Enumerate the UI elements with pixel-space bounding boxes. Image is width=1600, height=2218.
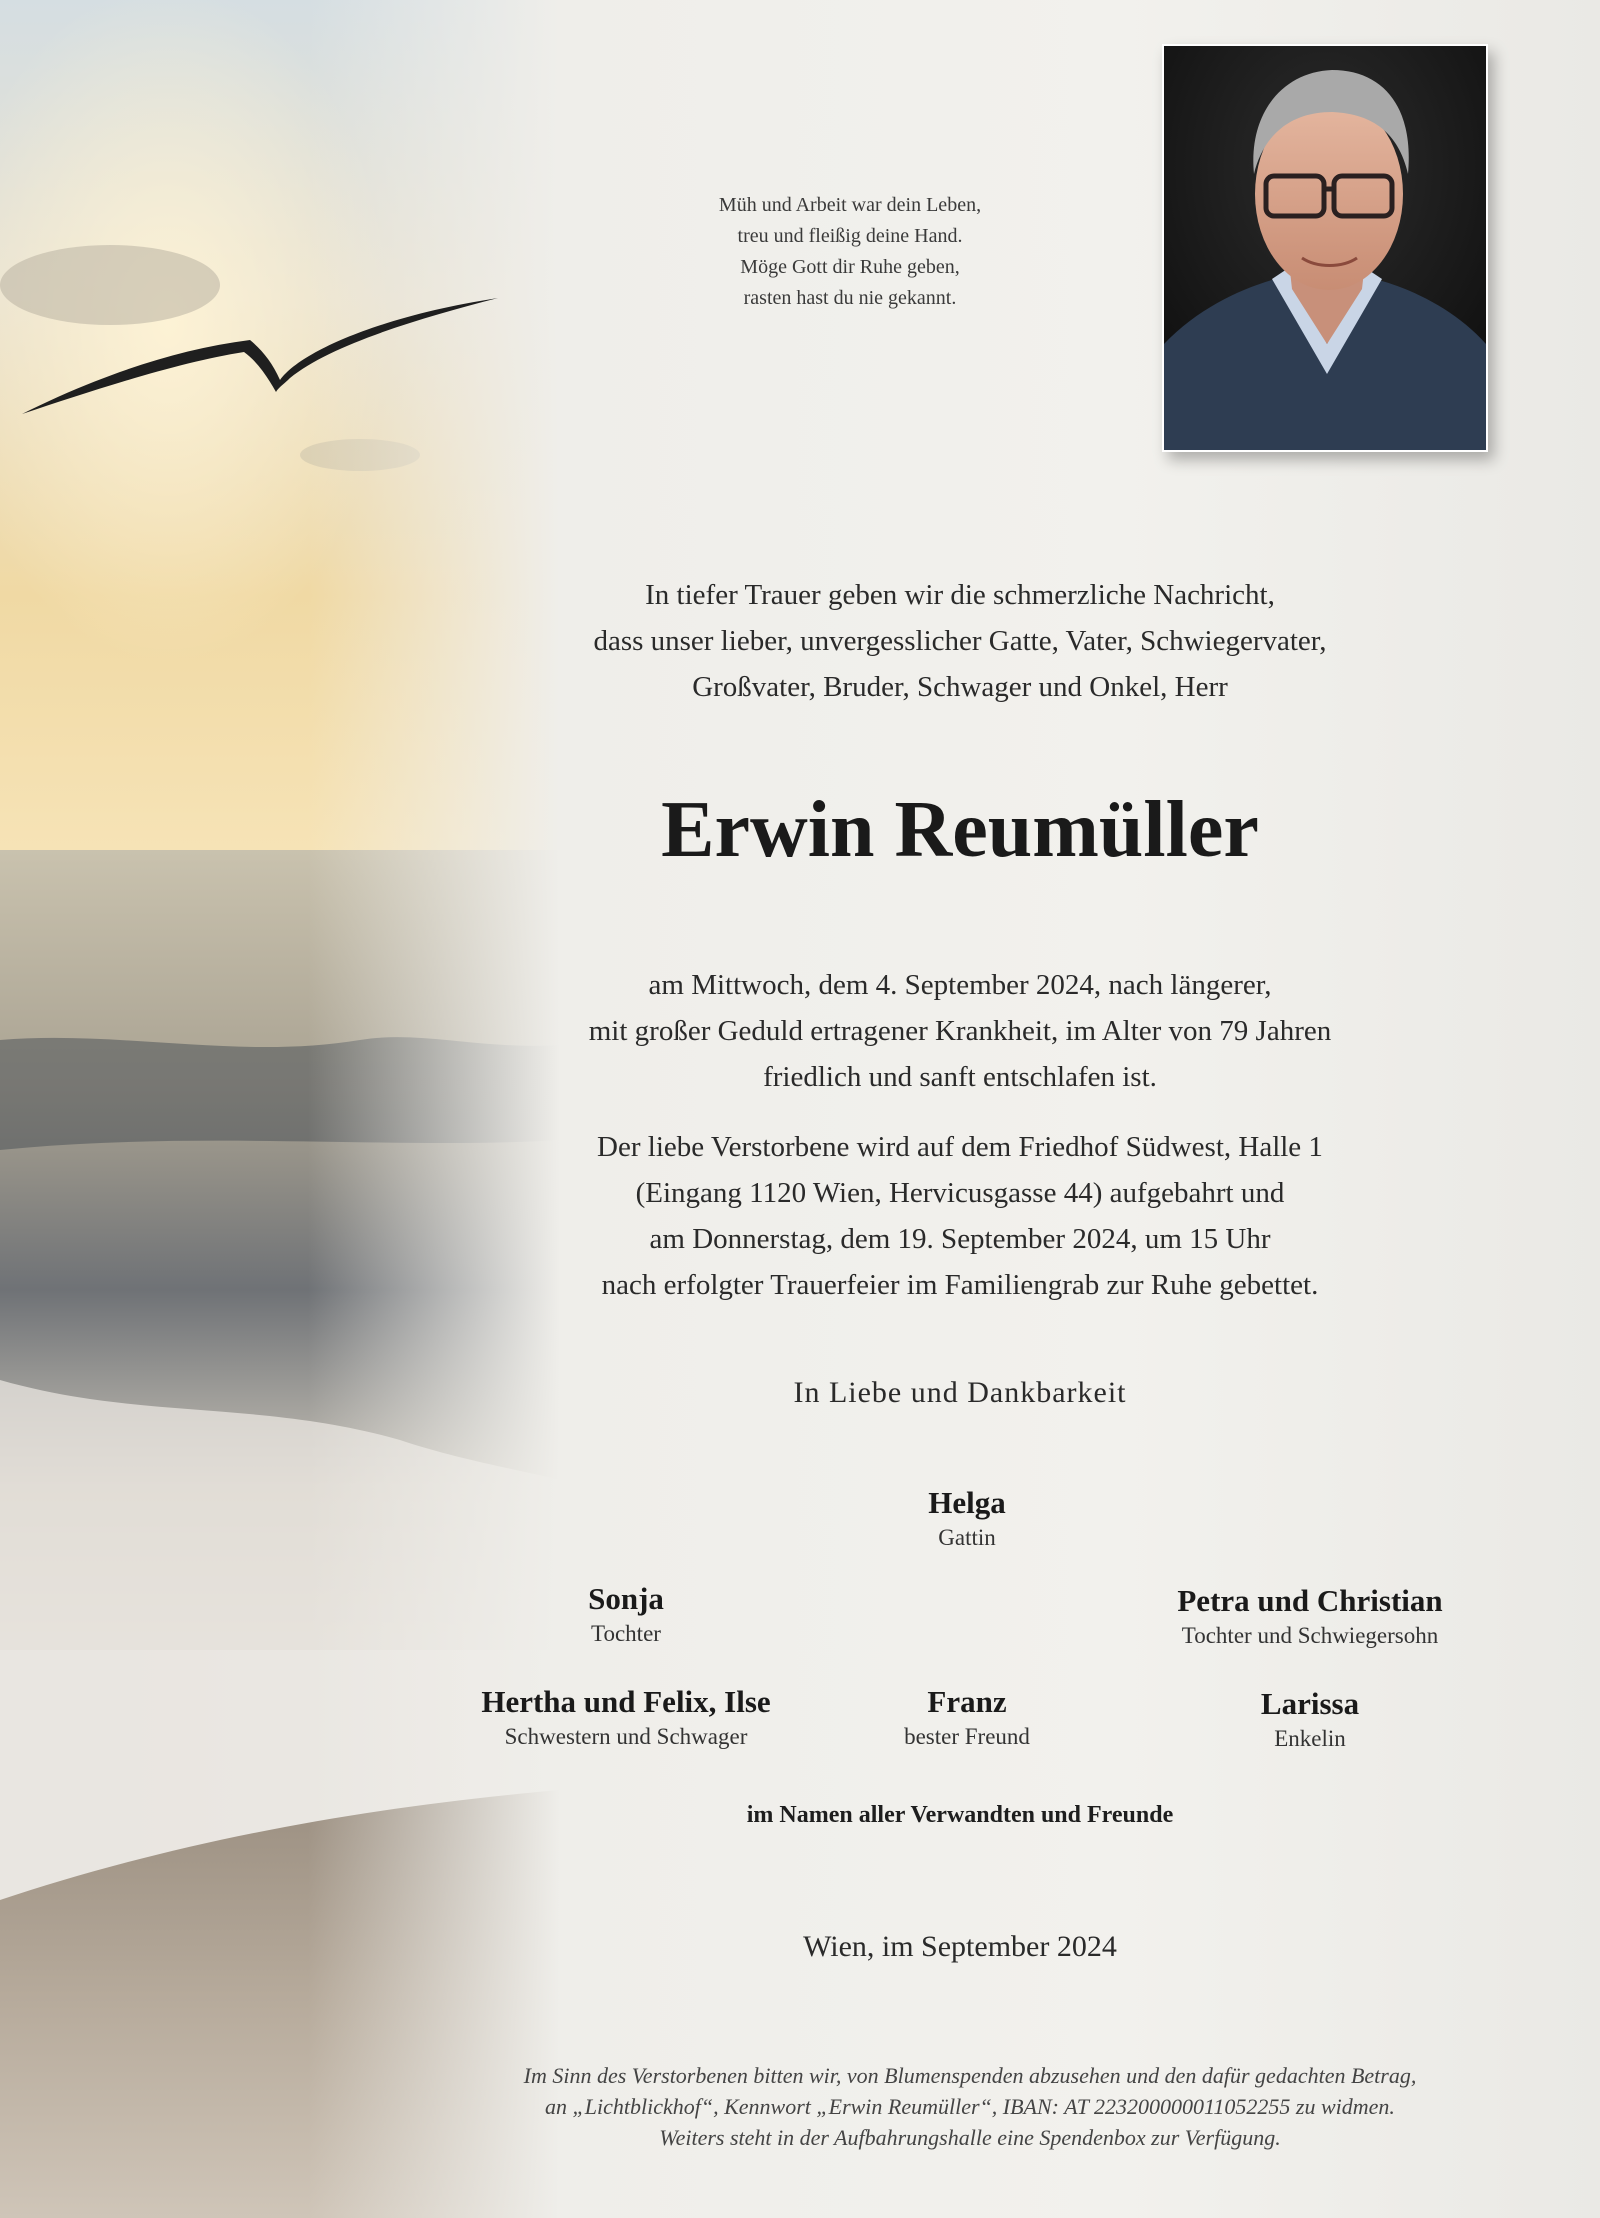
poem-line: treu und fleißig deine Hand. [737,225,963,247]
place-and-date: Wien, im September 2024 [803,1930,1117,1963]
mourner-sonja [426,1580,826,1650]
death-line: friedlich und sanft entschlafen ist. [763,1061,1157,1093]
donation-line: Weiters steht in der Aufbahrungshalle eine Spendenbox zur Verfügung. [659,2125,1281,2150]
mourner-name: Sonja [588,1581,664,1616]
funeral-details [480,1124,1440,1308]
funeral-line: am Donnerstag, dem 19. September 2024, um 15 Uhr [649,1223,1271,1255]
mourner-name: Petra und Christian [1177,1583,1443,1618]
death-notice [480,962,1440,1100]
mourner-larissa [1110,1685,1510,1755]
intro-line: In tiefer Trauer geben wir die schmerzliche Nachricht, [645,579,1275,611]
mourner-name: Helga [928,1485,1006,1520]
mourner-petra-christian [1110,1582,1510,1652]
on-behalf-line: im Namen aller Verwandten und Freunde [746,1802,1174,1828]
mourner-relation: Tochter [591,1621,661,1646]
funeral-line: Der liebe Verstorbene wird auf dem Friedhof Südwest, Halle 1 [597,1131,1323,1163]
mourner-name: Franz [927,1684,1007,1719]
funeral-line: nach erfolgter Trauerfeier im Familiengrab zur Ruhe gebettet. [601,1269,1319,1301]
donation-line: an „Lichtblickhof“, Kennwort „Erwin Reumüller“, IBAN: AT 223200000011052255 zu widmen. [545,2094,1395,2119]
donation-note [420,2060,1520,2153]
mourner-franz [767,1683,1167,1753]
mourner-hertha-felix-ilse [426,1683,826,1753]
death-line: mit großer Geduld ertragener Krankheit, im Alter von 79 Jahren [588,1015,1332,1047]
poem-line: Möge Gott dir Ruhe geben, [740,256,960,278]
death-line: am Mittwoch, dem 4. September 2024, nach längerer, [648,969,1272,1001]
announcement-intro [480,572,1440,710]
closing-phrase: In Liebe und Dankbarkeit [793,1376,1127,1409]
poem-line: Müh und Arbeit war dein Leben, [718,194,982,216]
mourner-name: Hertha und Felix, Ilse [481,1684,771,1719]
mourner-helga [767,1484,1167,1554]
mourner-relation: bester Freund [904,1724,1030,1749]
portrait-photo [1162,44,1488,452]
mourner-relation: Enkelin [1274,1726,1346,1751]
poem-line: rasten hast du nie gekannt. [743,287,957,309]
intro-line: dass unser lieber, unvergesslicher Gatte, Vater, Schwiegervater, [593,625,1327,657]
deceased-name: Erwin Reumüller [661,786,1259,874]
donation-line: Im Sinn des Verstorbenen bitten wir, von Blumenspenden abzusehen und den dafür gedachten Betrag, [523,2063,1417,2088]
mourner-relation: Gattin [938,1525,996,1550]
mourner-name: Larissa [1260,1686,1360,1721]
seascape-image [0,0,560,2218]
mourner-relation: Tochter und Schwiegersohn [1181,1623,1439,1648]
memorial-poem [620,190,1080,314]
mourner-relation: Schwestern und Schwager [504,1724,748,1749]
intro-line: Großvater, Bruder, Schwager und Onkel, Herr [692,671,1228,703]
portrait-image [1162,44,1488,452]
funeral-line: (Eingang 1120 Wien, Hervicusgasse 44) aufgebahrt und [635,1177,1285,1209]
